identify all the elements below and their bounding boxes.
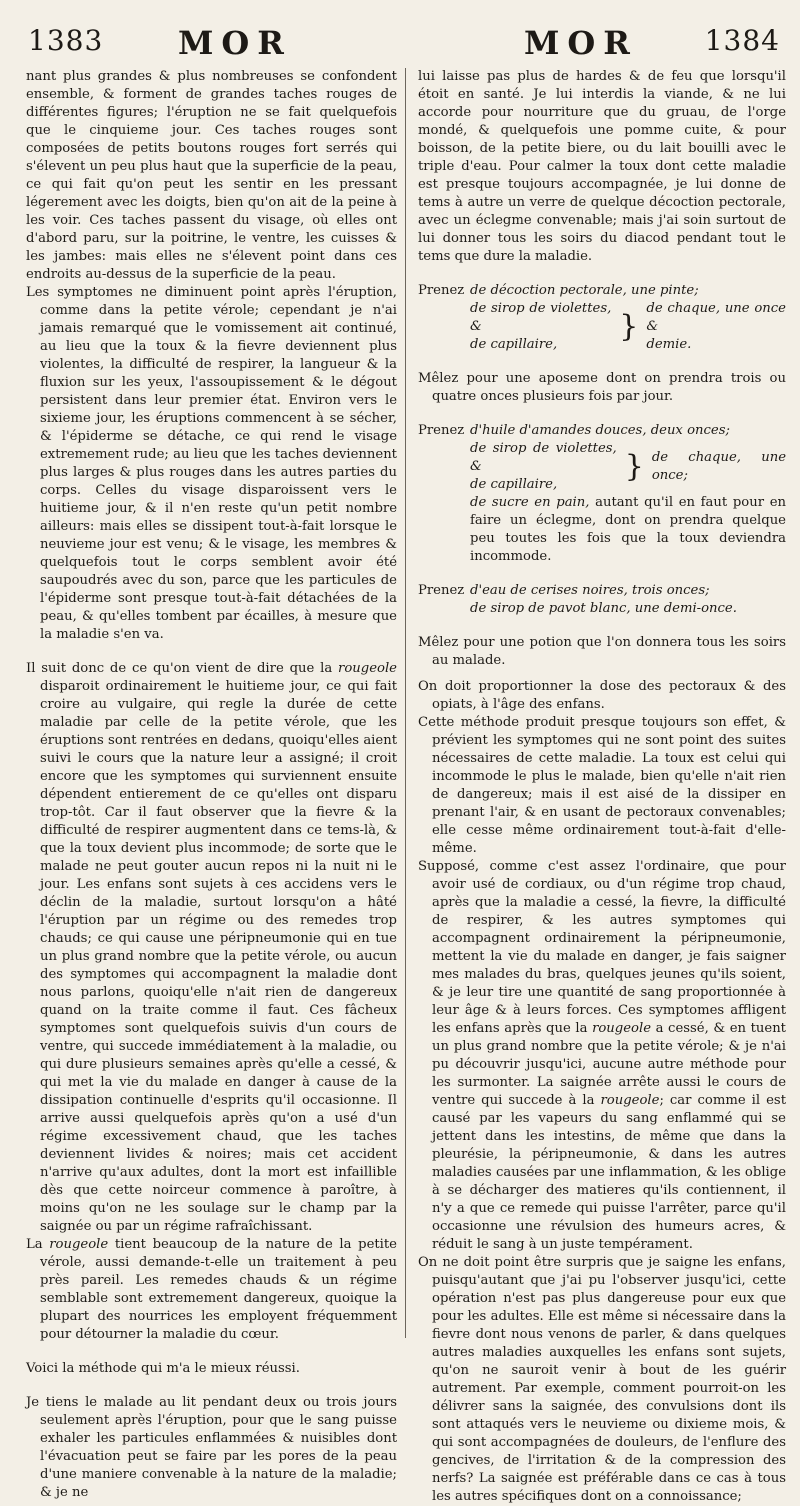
quantity: demie. xyxy=(646,337,692,352)
paragraph: Supposé, comme c'est assez l'ordinaire, que pour avoir usé de cordiaux, ou d'un régime trop chaud, après que la maladie a cessé, la fievre, la difficulté de respirer, & les autres symptomes qui accompagnent ordinairement la péripneumonie, mettent la vie du malade en danger, je fais saigner mes malades du bras, quelques jeunes qu'ils soient, & je leur tire une quantité de sang proportionnée à leur âge & à leurs forces. Ces symptomes affligent les enfans après que la rougeole a cessé, & en tuent un plus grand nombre que la petite vérole; & je n'ai pu découvrir jusqu'ici, aucune autre méthode pour les surmonter. La saignée arrête aussi le cours de ventre qui succede à la rougeole; car comme il est causé par les vapeurs du sang enflammé qui se jettent dans les intestins, de même que dans la pleurésie, la péripneumonie, & dans les autres maladies causées par une inflammation, & les oblige à se décharger des matieres qu'ils contiennent, il n'y a que ce remede qui puisse l'arrêter, parce qu'il occasionne une révulsion des humeurs acres, & réduit le sang à un juste tempérament. xyxy=(418,859,786,1252)
prescription-lead: Prenez xyxy=(418,423,465,438)
ingredient: de sirop de violettes, & xyxy=(470,441,617,474)
ingredient: de capillaire, xyxy=(470,337,558,352)
right-column xyxy=(412,68,786,1506)
page-header xyxy=(0,10,800,68)
paragraph: lui laisse pas plus de hardes & de feu que lorsqu'il étoit en santé. Je lui interdis la viande, & ne lui accorde pour nourriture que du gruau, de l'orge mondé, & quelquefois une pomme cuite, & pour boisson, de la petite biere, ou du lait bouilli avec le triple d'eau. Pour calmer la toux dont cette maladie est presque toujours accompagnée, je lui donne de tems à autre un verre de quelque décoction pectorale, avec un éclegme convenable; mais j'ai soin surtout de lui donner tous les soirs du diacod pendant tout le tems que dure la maladie. xyxy=(418,69,786,264)
paragraph: nant plus grandes & plus nombreuses se confondent ensemble, & forment de grandes taches rouges de différentes figures; l'éruption ne se fait quelquefois que le cinquieme jour. Ces taches rouges sont composées de petits boutons rouges fort serrés qui s'élevent un peu plus haut que la superficie de la peau, ce qui fait qu'on peut les sentir en les pressant légerement avec les doigts, bien qu'on ait de la peine à les voir. Ces taches passent du visage, où elles ont d'abord paru, sur la poitrine, le ventre, les cuisses & les jambes: mais elles ne s'élevent point dans ces endroits au-dessus de la superficie de la peau. xyxy=(26,69,397,282)
left-column xyxy=(26,68,403,1502)
quantity: de chaque, une once & xyxy=(646,301,786,334)
instruction: autant qu'il en faut pour en faire un éclegme, dont on prendra quelque peu toutes les fois que la toux deviendra incommode. xyxy=(470,495,786,564)
page-number-right: 1384 xyxy=(704,24,780,57)
ingredient: de capillaire, xyxy=(470,477,558,492)
running-head-left: MOR xyxy=(178,24,292,62)
running-head-right: MOR xyxy=(524,24,638,62)
paragraph: Mêlez pour une aposeme dont on prendra trois ou quatre onces plusieurs fois par jour. xyxy=(418,371,786,404)
prescription-2 xyxy=(418,422,786,566)
prescription-3 xyxy=(418,582,786,618)
paragraph: On doit proportionner la dose des pectoraux & des opiats, à l'âge des enfans. xyxy=(418,679,786,712)
paragraph: Mêlez pour une potion que l'on donnera tous les soirs au malade. xyxy=(418,635,786,668)
ingredient: de décoction pectorale, une pinte; xyxy=(470,283,699,298)
paragraph: Je tiens le malade au lit pendant deux ou trois jours seulement après l'éruption, pour que le sang puisse exhaler les particules enflammées & nuisibles dont l'évacuation peut se faire par les pores de la peau d'une maniere convenable à la nature de la maladie; & je ne xyxy=(26,1395,397,1500)
paragraph: Il suit donc de ce qu'on vient de dire que la rougeole disparoit ordinairement le huitieme jour, ce qui fait croire au vulgaire, qui regle la durée de cette maladie par celle de la petite vérole, que les éruptions sont rentrées en dedans, quoiqu'elles aient suivi le cours que la nature leur a assigné; il croit encore que les symptomes qui surviennent ensuite dépendent entierement de ce qu'elles ont disparu trop-tôt. Car il faut observer que la fievre & la difficulté de respirer augmentent dans ce tems-là, & que la toux devient plus incommode; de sorte que le malade ne peut gouter aucun repos ni la nuit ni le jour. Les enfans sont sujets à ces accidens vers le déclin de la maladie, surtout lorsqu'on a hâté l'éruption par un régime ou des remedes trop chauds; ce qui cause une péripneumonie qui en tue un plus grand nombre que la petite vérole, ou aucun des symptomes qui accompagnent la maladie dont nous parlons, quoiqu'elle n'ait rien de dangereux quand on la traite comme il faut. Ces fâcheux symptomes sont quelquefois suivis d'un cours de ventre, qui succede immédiatement à la maladie, ou qui dure plusieurs semaines après qu'elle a cessé, & qui met la vie du malade en danger à cause de la dissipation continuelle d'esprits qu'il occasionne. Il arrive aussi quelquefois après qu'on a usé d'un régime excessivement chaud, que les taches deviennent livides & noires; mais cet accident n'arrive qu'aux adultes, dont la mort est infaillible dès que cette noirceur commence à paroître, à moins qu'on ne les soulage sur le champ par la saignée ou par un régime rafraîchissant. xyxy=(26,661,397,1234)
ingredient: d'eau de cerises noires, trois onces; xyxy=(470,583,710,598)
paragraph: Cette méthode produit presque toujours son effet, & prévient les symptomes qui ne sont point des suites nécessaires de cette maladie. La toux est celui qui incommode le plus le malade, bien qu'elle n'ait rien de dangereux; mais il est aisé de la dissiper en prenant l'air, & en usant de pectoraux convenables; elle cesse même ordinairement tout-à-fait d'elle-même. xyxy=(418,715,786,856)
ingredient: d'huile d'amandes douces, deux onces; xyxy=(470,423,730,438)
prescription-lead: Prenez xyxy=(418,283,465,298)
column-divider xyxy=(405,68,406,1338)
paragraph: La rougeole tient beaucoup de la nature de la petite vérole, aussi demande-t-elle un traitement à peu près pareil. Les remedes chauds & un régime semblable sont extremement dangereux, quoique la plupart des nourrices les employent fréquemment pour détourner la maladie du cœur. xyxy=(26,1237,397,1342)
ingredient: de sirop de pavot blanc, une demi-once. xyxy=(470,601,737,616)
page-number-left: 1383 xyxy=(28,24,104,57)
quantity: de chaque, une once; xyxy=(651,450,786,483)
ingredient: de sirop de violettes, & xyxy=(470,301,612,334)
brace-glyph: } xyxy=(624,449,644,484)
prescription-1 xyxy=(418,282,786,354)
paragraph: Les symptomes ne diminuent point après l'éruption, comme dans la petite vérole; cependant je n'ai jamais remarqué que le vomissement ait continué, au lieu que la toux & la fievre deviennent plus violentes, la difficulté de respirer, la langueur & la fluxion sur les yeux, l'assoupissement & le dégout persistent dans leur premier état. Environ vers le sixieme jour, les éruptions commencent à se sécher, & l'épiderme se détache, ce qui rend le visage extremement rude; au lieu que les taches deviennent plus larges & plus rouges dans les autres parties du corps. Celles du visage disparoissent vers le huitieme jour, & il n'en reste qu'un petit nombre ailleurs: mais elles se dissipent tout-à-fait lorsque le neuvieme jour est venu; & le visage, les membres & quelquefois tout le corps semblent avoir été saupoudrés avec du son, parce que les particules de l'épiderme sont presque tout-à-fait détachées de la peau, & qu'elles tombent par écailles, à mesure que la maladie s'en va. xyxy=(26,285,397,642)
ingredient: de sucre en pain, xyxy=(470,495,590,510)
prescription-lead: Prenez xyxy=(418,583,465,598)
brace-glyph: } xyxy=(619,309,639,344)
paragraph: Voici la méthode qui m'a le mieux réussi. xyxy=(26,1361,300,1376)
paragraph: On ne doit point être surpris que je saigne les enfans, puisqu'autant que j'ai pu l'observer jusqu'ici, cette opération n'est pas plus dangereuse pour eux que pour les adultes. Elle est même si nécessaire dans la fievre dont nous venons de parler, & dans quelques autres maladies auxquelles les enfans sont sujets, qu'on ne sauroit venir à bout de les guérir autrement. Par exemple, comment pourroit-on les délivrer sans la saignée, des convulsions dont ils sont attaqués vers le neuvieme ou dixieme mois, & qui sont accompagnées de douleurs, de l'enflure des gencives, de l'irritation & de la compression des nerfs? La saignée est préférable dans ce cas à tous les autres spécifiques dont on a connoissance; xyxy=(418,1255,786,1504)
